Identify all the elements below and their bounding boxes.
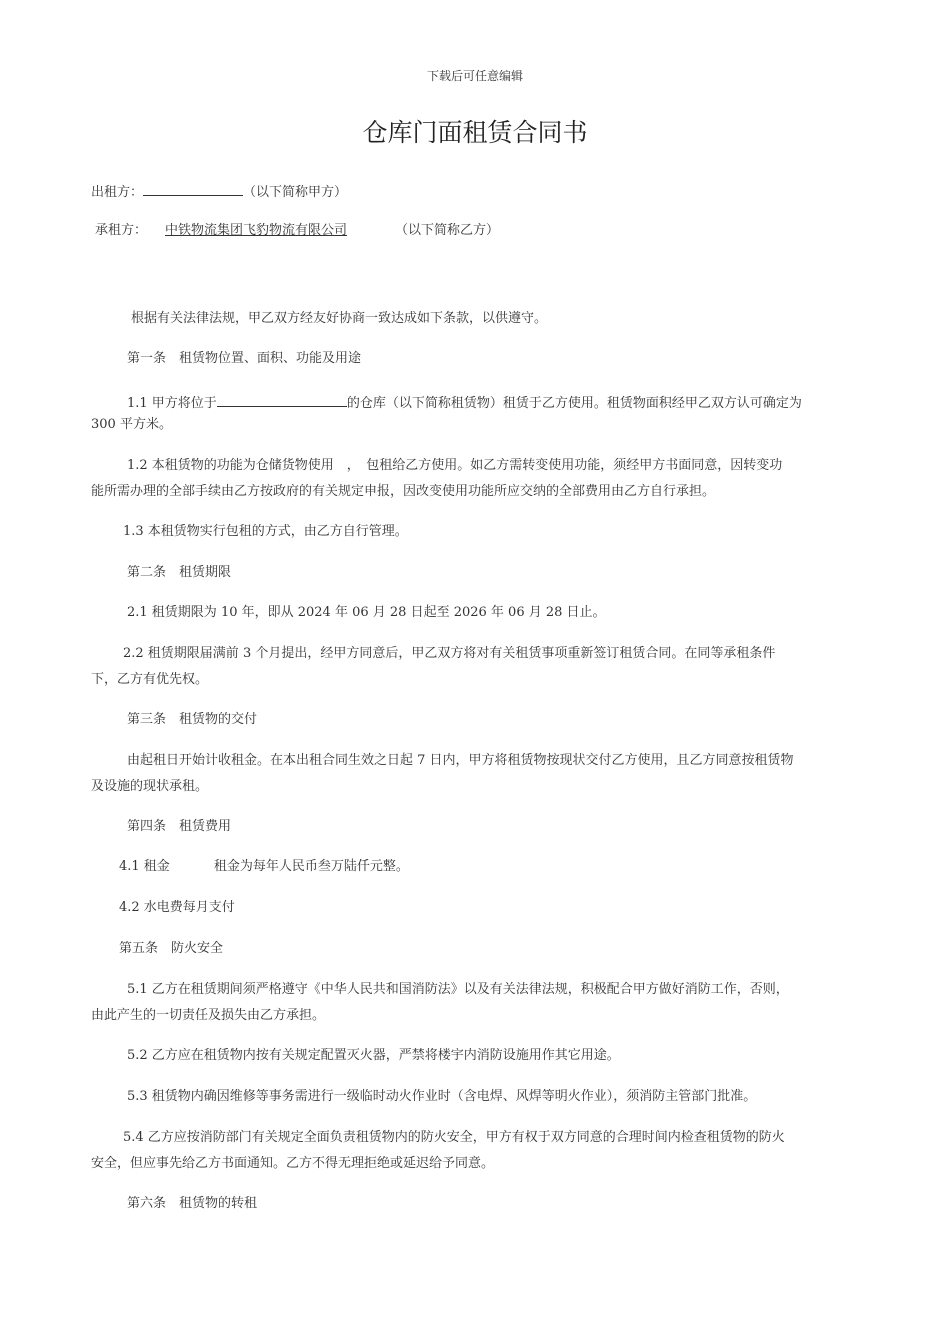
article-5-heading: 第五条 防火安全 [119,941,224,956]
clause-3-line-1: 由起租日开始计收租金。在本出租合同生效之日起 7 日内，甲方将租赁物按现状交付乙方使用，且乙方同意按租赁物 [127,753,794,768]
clause-4-1 [119,859,409,875]
clause-2-1: 2.1 租赁期限为 10 年，即从 2024 年 06 月 28 日起至 2026 年 06 月 28 日止。 [127,605,606,620]
lessor-blank [143,181,243,196]
clause-5-4-line-2: 安全，但应事先给乙方书面通知。乙方不得无理拒绝或延迟给予同意。 [91,1156,495,1171]
clause-2-2-line-2: 下，乙方有优先权。 [91,672,209,687]
clause-1-2-line-2: 能所需办理的全部手续由乙方按政府的有关规定申报，因改变使用功能所应交纳的全部费用由乙方自行承担。 [91,484,716,499]
lessee-line [95,223,499,239]
lessee-suffix: （以下简称乙方） [395,223,500,238]
article-6-heading: 第六条 租赁物的转租 [127,1196,258,1211]
clause-5-4-line-1: 5.4 乙方应按消防部门有关规定全面负责租赁物内的防火安全，甲方有权于双方同意的合理时间内检查租赁物的防火 [123,1130,785,1145]
clause-5-1-line-1: 5.1 乙方在租赁期间须严格遵守《中华人民共和国消防法》以及有关法律法规，积极配合甲方做好消防工作，否则， [127,982,789,997]
clause-3-line-2: 及设施的现状承租。 [91,779,209,794]
clause-5-3: 5.3 租赁物内确因维修等事务需进行一级临时动火作业时（含电焊、风焊等明火作业），须消防主管部门批准。 [127,1089,757,1104]
article-1-heading: 第一条 租赁物位置、面积、功能及用途 [127,351,362,366]
rent-label: 4.1 租金 [119,859,170,874]
document-title: 仓库门面租赁合同书 [362,118,588,147]
preamble: 根据有关法律法规，甲乙双方经友好协商一致达成如下条款，以供遵守。 [131,311,548,326]
location-blank [217,392,347,407]
clause-5-1-line-2: 由此产生的一切责任及损失由乙方承担。 [91,1008,326,1023]
rent-text: 租金为每年人民币叁万陆仟元整。 [213,859,409,874]
lessor-line [91,181,347,201]
clause-1-3: 1.3 本租赁物实行包租的方式，由乙方自行管理。 [123,524,408,539]
clause-5-2: 5.2 乙方应在租赁物内按有关规定配置灭火器，严禁将楼宇内消防设施用作其它用途。 [127,1048,620,1063]
article-4-heading: 第四条 租赁费用 [127,819,232,834]
article-2-heading: 第二条 租赁期限 [127,565,232,580]
page-header: 下载后可任意编辑 [426,69,523,83]
lessor-suffix: （以下简称甲方） [243,185,348,200]
lessee-label: 承租方： [95,223,148,238]
clause-2-2-line-1: 2.2 租赁期限届满前 3 个月提出，经甲方同意后，甲乙双方将对有关租赁事项重新签订租赁合同。在同等承租条件 [123,646,776,661]
lessor-label: 出租方： [91,185,144,200]
clause-1-1-line-1: 1.1 甲方将位于 的仓库（以下简称租赁物）租赁于乙方使用。租赁物面积经甲乙双方认可确定为 [127,392,802,412]
clause-4-2: 4.2 水电费每月支付 [119,900,235,915]
clause-1-2-line-1: 1.2 本租赁物的功能为仓储货物使用 ， 包租给乙方使用。如乙方需转变使用功能，须经甲方书面同意，因转变功 [127,458,783,473]
clause-1-1-line-2: 300 平方米。 [91,417,172,432]
lessee-name: 中铁物流集团飞豹物流有限公司 [165,223,348,238]
article-3-heading: 第三条 租赁物的交付 [127,712,258,727]
